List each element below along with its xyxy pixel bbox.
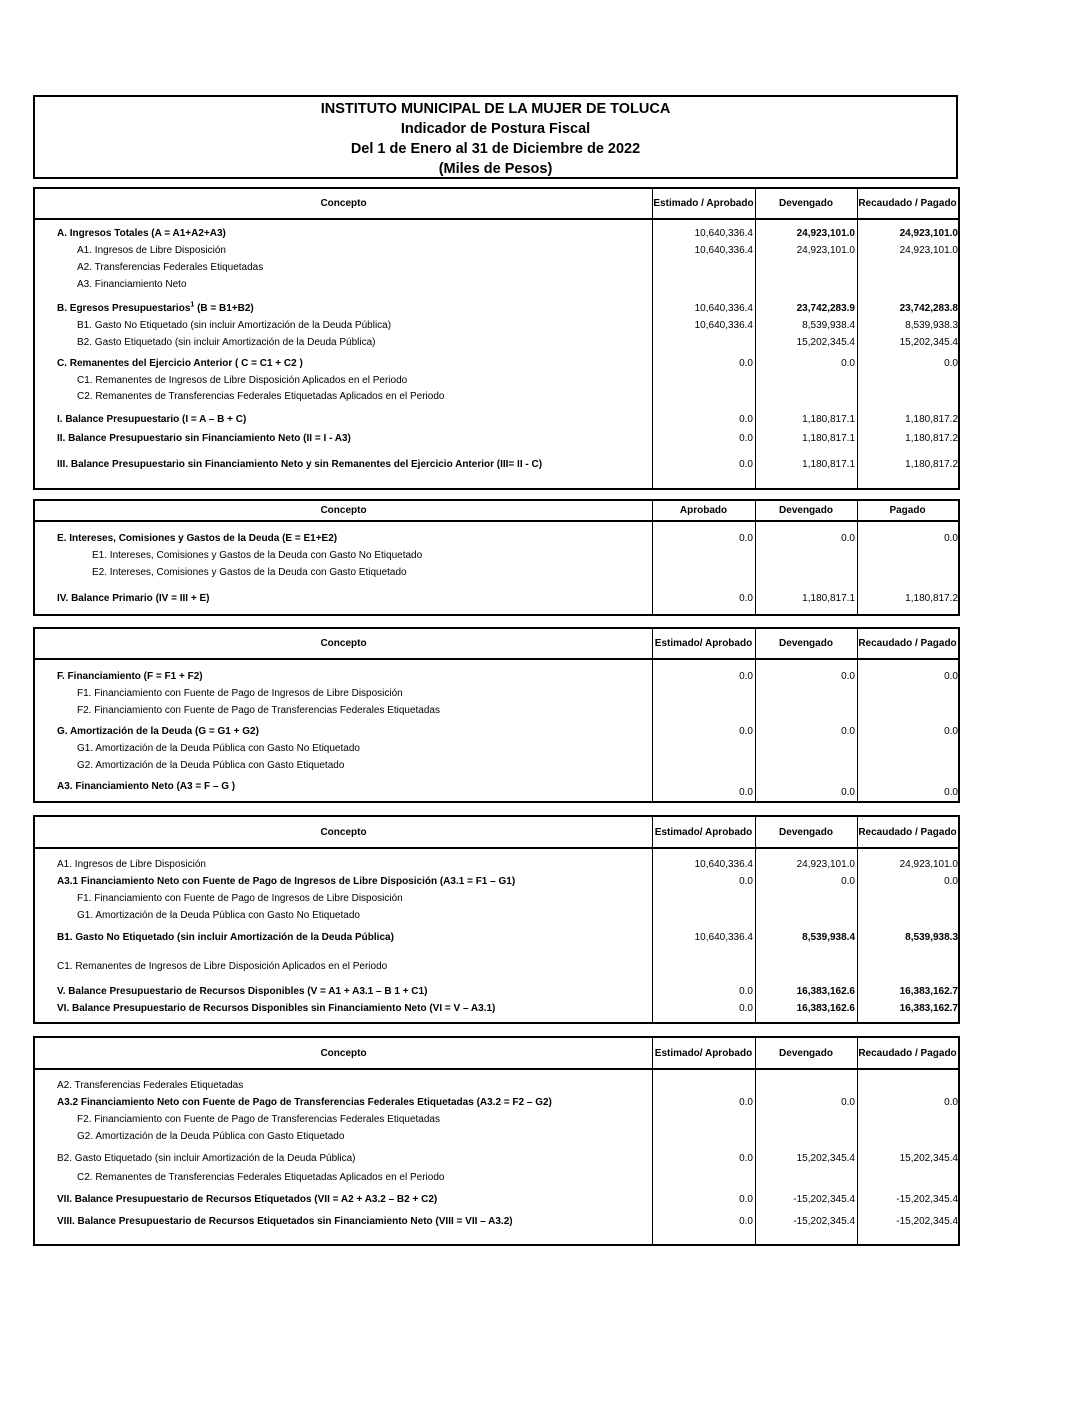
row-label <box>77 243 226 258</box>
value-pagado: 0.0 <box>944 1097 958 1108</box>
table-row <box>35 891 958 906</box>
value-pagado: 0.0 <box>944 533 958 544</box>
row-label-text: C1. Remanentes de Ingresos de Libre Disposición Aplicados en el Periodo <box>77 375 408 386</box>
table-row <box>35 857 958 872</box>
row-label <box>77 703 440 718</box>
value-pagado: 8,539,938.3 <box>905 932 958 943</box>
value-devengado: 23,742,283.9 <box>796 303 855 314</box>
header-devengado: Devengado <box>779 638 833 649</box>
value-pagado: 15,202,345.4 <box>899 1153 958 1164</box>
value-devengado: 24,923,101.0 <box>796 859 855 870</box>
value-pagado: 1,180,817.2 <box>905 433 958 444</box>
value-devengado: 0.0 <box>841 1097 855 1108</box>
row-label-text: A2. Transferencias Federales Etiquetadas <box>77 262 264 273</box>
row-label <box>57 857 206 872</box>
row-label <box>57 1151 356 1166</box>
row-label <box>57 669 203 684</box>
value-pagado: 0.0 <box>944 358 958 369</box>
row-label <box>57 531 337 546</box>
value-pagado: 16,383,162.7 <box>899 986 958 997</box>
row-label-text: B2. Gasto Etiquetado (sin incluir Amortización de la Deuda Pública) <box>77 337 376 348</box>
row-label <box>57 1214 513 1229</box>
header-devengado: Devengado <box>779 198 833 209</box>
row-label-text: E2. Intereses, Comisiones y Gastos de la Deuda con Gasto Etiquetado <box>92 567 407 578</box>
row-label <box>77 260 263 275</box>
value-devengado: 0.0 <box>841 533 855 544</box>
row-label <box>77 758 344 773</box>
row-label-text: C2. Remanentes de Transferencias Federales Etiquetadas Aplicados en el Periodo <box>77 1172 445 1183</box>
value-estimado: 0.0 <box>739 533 753 544</box>
value-devengado: 8,539,938.4 <box>802 320 855 331</box>
value-estimado: 0.0 <box>739 1003 753 1014</box>
table-row <box>35 318 958 333</box>
table-row <box>35 1214 958 1229</box>
table-row <box>35 431 958 446</box>
value-devengado: 15,202,345.4 <box>796 337 855 348</box>
value-pagado: 0.0 <box>944 876 958 887</box>
table-header <box>35 189 958 220</box>
value-pagado: 24,923,101.0 <box>899 859 958 870</box>
table-row <box>35 412 958 427</box>
row-label <box>77 686 403 701</box>
value-pagado: 15,202,345.4 <box>899 337 958 348</box>
table-row <box>35 301 958 316</box>
value-estimado: 10,640,336.4 <box>694 859 753 870</box>
row-label-text: A3.2 Financiamiento Neto con Fuente de Pago de Transferencias Federales Etiquetadas (A3.2 = F2 – G2) <box>57 1097 552 1108</box>
header-concepto: Concepto <box>320 505 367 516</box>
value-devengado: 16,383,162.6 <box>796 1003 855 1014</box>
table-row <box>35 874 958 889</box>
table-row <box>35 335 958 350</box>
row-label-text: A3. Financiamiento Neto (A3 = F – G ) <box>57 781 236 792</box>
row-label-text: B2. Gasto Etiquetado (sin incluir Amortización de la Deuda Pública) <box>57 1153 356 1164</box>
value-devengado: 24,923,101.0 <box>796 245 855 256</box>
header-devengado: Devengado <box>779 1047 833 1059</box>
value-estimado: 0.0 <box>739 414 753 425</box>
value-estimado: 0.0 <box>739 1097 753 1108</box>
value-pagado: -15,202,345.4 <box>896 1194 958 1205</box>
row-label-text: A3. Financiamiento Neto <box>77 279 187 290</box>
value-devengado: 0.0 <box>841 876 855 887</box>
row-label <box>57 959 387 974</box>
value-estimado: 10,640,336.4 <box>694 228 753 239</box>
header-pagado: Recaudado / Pagado <box>858 198 957 209</box>
table-row <box>35 243 958 258</box>
value-pagado: 24,923,101.0 <box>899 245 958 256</box>
header-concepto: Concepto <box>320 826 367 838</box>
header-concepto: Concepto <box>320 198 367 209</box>
row-label <box>77 741 360 756</box>
value-pagado: 0.0 <box>944 787 958 798</box>
row-label-text: VII. Balance Presupuestario de Recursos Etiquetados (VII = A2 + A3.2 – B2 + C2) <box>57 1194 438 1205</box>
header-concepto: Concepto <box>320 1047 367 1059</box>
row-label-text: VI. Balance Presupuestario de Recursos Disponibles sin Financiamiento Neto (VI = V – A3.1) <box>57 1003 496 1014</box>
row-label <box>77 277 187 292</box>
row-label <box>77 1170 444 1185</box>
row-label-text: F2. Financiamiento con Fuente de Pago de Transferencias Federales Etiquetadas <box>77 705 440 716</box>
value-estimado: 0.0 <box>739 726 753 737</box>
table-row <box>35 457 958 472</box>
table-row <box>35 703 958 718</box>
row-label <box>77 389 444 404</box>
value-devengado: 1,180,817.1 <box>802 414 855 425</box>
value-estimado: 10,640,336.4 <box>694 303 753 314</box>
row-label-text: F1. Financiamiento con Fuente de Pago de Ingresos de Libre Disposición <box>77 688 403 699</box>
value-devengado: 0.0 <box>841 787 855 798</box>
row-label-text: C2. Remanentes de Transferencias Federales Etiquetadas Aplicados en el Periodo <box>77 391 445 402</box>
table-row <box>35 1170 958 1185</box>
table-header <box>35 501 958 522</box>
table-row <box>35 1095 958 1110</box>
row-label-text: F. Financiamiento (F = F1 + F2) <box>57 671 203 682</box>
row-label <box>92 565 407 580</box>
row-label-text: G1. Amortización de la Deuda Pública con Gasto No Etiquetado <box>77 910 360 921</box>
table-row <box>35 591 958 606</box>
row-label-text: E1. Intereses, Comisiones y Gastos de la Deuda con Gasto No Etiquetado <box>92 550 423 561</box>
row-label-text: B1. Gasto No Etiquetado (sin incluir Amortización de la Deuda Pública) <box>77 320 392 331</box>
row-label <box>77 373 407 388</box>
table-row <box>35 531 958 546</box>
row-label <box>77 1112 440 1127</box>
value-devengado: -15,202,345.4 <box>793 1216 855 1227</box>
row-label <box>57 457 542 472</box>
row-label <box>57 930 394 945</box>
row-label <box>57 431 351 446</box>
table-row <box>35 373 958 388</box>
table-header <box>35 1038 958 1070</box>
table-row <box>35 1112 958 1127</box>
header-estimado: Aprobado <box>679 505 728 516</box>
header-pagado: Recaudado / Pagado <box>858 638 957 649</box>
row-label-text: E. Intereses, Comisiones y Gastos de la Deuda (E = E1+E2) <box>57 533 338 544</box>
value-pagado: 1,180,817.2 <box>905 593 958 604</box>
report-units: (Miles de Pesos) <box>438 161 553 177</box>
value-devengado: 1,180,817.1 <box>802 459 855 470</box>
row-label-text: V. Balance Presupuestario de Recursos Disponibles (V = A1 + A3.1 – B 1 + C1) <box>57 986 428 997</box>
table-row <box>35 669 958 684</box>
entity-name: INSTITUTO MUNICIPAL DE LA MUJER DE TOLUCA <box>320 101 671 117</box>
row-label-text: II. Balance Presupuestario sin Financiamiento Neto (II = I - A3) <box>57 433 351 444</box>
header-estimado: Estimado/ Aprobado <box>654 826 753 838</box>
section-budget-balance <box>33 187 960 490</box>
row-label <box>77 318 391 333</box>
row-label <box>77 335 376 350</box>
row-label <box>57 984 427 999</box>
section-primary-balance <box>33 499 960 616</box>
report-period: Del 1 de Enero al 31 de Diciembre de 2022 <box>350 141 641 157</box>
value-estimado: 0.0 <box>739 1216 753 1227</box>
section-financing <box>33 627 960 803</box>
header-pagado: Recaudado / Pagado <box>858 826 957 838</box>
table-row <box>35 389 958 404</box>
table-header <box>35 817 958 849</box>
row-label-text: F2. Financiamiento con Fuente de Pago de Transferencias Federales Etiquetadas <box>77 1114 440 1125</box>
value-estimado: 0.0 <box>739 459 753 470</box>
table-row <box>35 785 958 800</box>
row-label-text: B. Egresos Presupuestarios <box>57 303 191 314</box>
table-row <box>35 930 958 945</box>
section-earmarked-resources <box>33 1036 960 1246</box>
table-row <box>35 226 958 241</box>
value-estimado: 10,640,336.4 <box>694 932 753 943</box>
table-row <box>35 1192 958 1207</box>
row-label-text: G2. Amortización de la Deuda Pública con Gasto Etiquetado <box>77 1131 345 1142</box>
table-header <box>35 629 958 660</box>
row-label-formula: (B = B1+B2) <box>194 303 254 314</box>
row-label-text: G1. Amortización de la Deuda Pública con Gasto No Etiquetado <box>77 743 360 754</box>
section-available-resources <box>33 815 960 1024</box>
row-label <box>57 1078 243 1093</box>
value-estimado: 0.0 <box>739 671 753 682</box>
row-label-text: I. Balance Presupuestario (I = A – B + C) <box>57 414 247 425</box>
table-row <box>35 277 958 292</box>
value-estimado: 0.0 <box>739 1194 753 1205</box>
row-label-text: A3.1 Financiamiento Neto con Fuente de Pago de Ingresos de Libre Disposición (A3.1 = F1 – G1) <box>57 876 516 887</box>
value-devengado: 16,383,162.6 <box>796 986 855 997</box>
header-devengado: Devengado <box>779 826 833 838</box>
row-label <box>77 1129 344 1144</box>
report-title-box <box>33 95 958 179</box>
table-row <box>35 959 958 974</box>
value-estimado: 0.0 <box>739 1153 753 1164</box>
table-row <box>35 548 958 563</box>
row-label <box>57 1001 495 1016</box>
table-row <box>35 741 958 756</box>
header-pagado: Pagado <box>889 505 926 516</box>
row-label-text: G2. Amortización de la Deuda Pública con Gasto Etiquetado <box>77 760 345 771</box>
row-label-text: VIII. Balance Presupuestario de Recursos Etiquetados sin Financiamiento Neto (VIII = VII – A3.2) <box>57 1216 513 1227</box>
value-estimado: 0.0 <box>739 876 753 887</box>
table-row <box>35 260 958 275</box>
value-estimado: 0.0 <box>739 986 753 997</box>
row-label-text: C1. Remanentes de Ingresos de Libre Disposición Aplicados en el Periodo <box>57 961 388 972</box>
header-pagado: Recaudado / Pagado <box>858 1047 957 1059</box>
row-label <box>57 724 259 739</box>
table-row <box>35 908 958 923</box>
value-pagado: 0.0 <box>944 726 958 737</box>
row-label-text: III. Balance Presupuestario sin Financiamiento Neto y sin Remanentes del Ejercicio Anterior (III= II - C) <box>57 459 543 470</box>
value-devengado: 15,202,345.4 <box>796 1153 855 1164</box>
row-label-text: G. Amortización de la Deuda (G = G1 + G2) <box>57 726 259 737</box>
value-pagado: 1,180,817.2 <box>905 459 958 470</box>
row-label-text: C. Remanentes del Ejercicio Anterior ( C = C1 + C2 ) <box>57 358 303 369</box>
header-estimado: Estimado/ Aprobado <box>654 638 753 649</box>
value-estimado: 0.0 <box>739 593 753 604</box>
table-row <box>35 1151 958 1166</box>
value-devengado: 24,923,101.0 <box>796 228 855 239</box>
value-pagado: 0.0 <box>944 671 958 682</box>
value-pagado: -15,202,345.4 <box>896 1216 958 1227</box>
row-label-text: A. Ingresos Totales (A = A1+A2+A3) <box>57 228 226 239</box>
report-name: Indicador de Postura Fiscal <box>400 121 591 137</box>
value-devengado: 0.0 <box>841 671 855 682</box>
value-devengado: 1,180,817.1 <box>802 593 855 604</box>
table-row <box>35 984 958 999</box>
header-estimado: Estimado / Aprobado <box>653 198 754 209</box>
row-label-text: A1. Ingresos de Libre Disposición <box>77 245 226 256</box>
row-label <box>57 1095 552 1110</box>
value-pagado: 23,742,283.8 <box>899 303 958 314</box>
row-label <box>57 591 209 606</box>
table-row <box>35 724 958 739</box>
row-label <box>77 891 403 906</box>
table-row <box>35 565 958 580</box>
row-label <box>77 908 360 923</box>
header-concepto: Concepto <box>320 638 367 649</box>
table-row <box>35 686 958 701</box>
row-label-text: B1. Gasto No Etiquetado (sin incluir Amortización de la Deuda Pública) <box>57 932 394 943</box>
value-pagado: 8,539,938.3 <box>905 320 958 331</box>
footnote-marker: 1 <box>190 301 195 309</box>
value-devengado: 0.0 <box>841 726 855 737</box>
value-devengado: 8,539,938.4 <box>802 932 855 943</box>
row-label-text: F1. Financiamiento con Fuente de Pago de Ingresos de Libre Disposición <box>77 893 403 904</box>
table-row <box>35 356 958 371</box>
value-devengado: 1,180,817.1 <box>802 433 855 444</box>
row-label-text: A2. Transferencias Federales Etiquetadas <box>57 1080 244 1091</box>
row-label <box>57 226 226 241</box>
header-estimado: Estimado/ Aprobado <box>654 1047 753 1059</box>
row-label <box>57 1192 437 1207</box>
table-row <box>35 1129 958 1144</box>
value-estimado: 0.0 <box>739 433 753 444</box>
value-estimado: 10,640,336.4 <box>694 320 753 331</box>
value-estimado: 10,640,336.4 <box>694 245 753 256</box>
row-label <box>57 874 515 889</box>
header-devengado: Devengado <box>779 505 833 516</box>
value-pagado: 16,383,162.7 <box>899 1003 958 1014</box>
row-label-text: IV. Balance Primario (IV = III + E) <box>57 593 210 604</box>
row-label <box>92 548 422 563</box>
row-label <box>57 301 254 316</box>
value-devengado: -15,202,345.4 <box>793 1194 855 1205</box>
table-row <box>35 1001 958 1016</box>
value-devengado: 0.0 <box>841 358 855 369</box>
value-pagado: 1,180,817.2 <box>905 414 958 425</box>
row-label <box>57 412 246 427</box>
table-row <box>35 758 958 773</box>
value-estimado: 0.0 <box>739 787 753 798</box>
table-row <box>35 1078 958 1093</box>
value-pagado: 24,923,101.0 <box>899 228 958 239</box>
value-estimado: 0.0 <box>739 358 753 369</box>
row-label <box>57 356 303 371</box>
row-label-text: A1. Ingresos de Libre Disposición <box>57 859 206 870</box>
